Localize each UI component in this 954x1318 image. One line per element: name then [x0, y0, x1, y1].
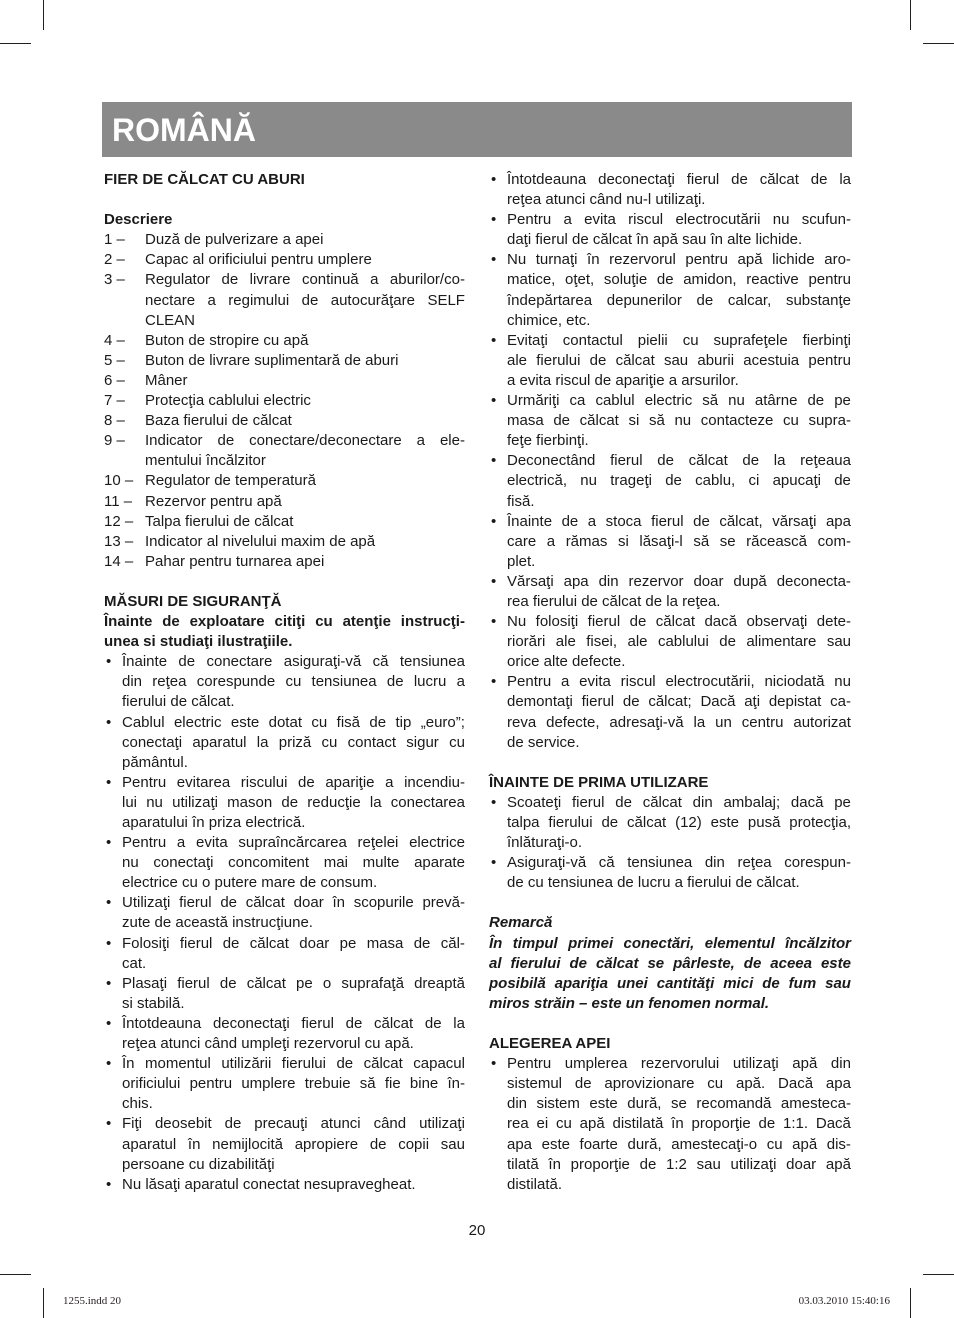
bullet-line: Întotdeauna deconectaţi fierul de călcat de la	[507, 171, 851, 188]
bullet-text	[122, 893, 465, 933]
item-number: 3 –	[104, 271, 125, 289]
bullet-text	[507, 331, 851, 391]
safety-intro-line: unea si studiaţi ilustraţiile.	[104, 633, 293, 651]
parts-list-item	[104, 371, 465, 391]
bullet-line: Utilizaţi fierul de călcat doar în scopurile prevă-	[122, 894, 465, 912]
crop-mark	[0, 43, 31, 44]
description-heading: Descriere	[104, 211, 173, 229]
bullet-text	[122, 974, 465, 1014]
bullet-dot: •	[491, 251, 497, 269]
bullet-dot: •	[491, 211, 497, 229]
bullet-line: Întotdeauna deconectaţi fierul de călcat de la	[122, 1014, 465, 1032]
item-line: Indicator al nivelului maxim de apă	[145, 532, 376, 550]
item-line: Talpa fierului de călcat	[145, 512, 294, 530]
bullet-line: Deconectând fierul de călcat de la reţeaua	[507, 452, 851, 470]
item-line: Protecţia cablului electric	[145, 392, 311, 410]
bullet-line: plet.	[507, 552, 536, 570]
bullet-line: chis.	[122, 1095, 153, 1113]
bullet-line: electrică, nu trageţi de cablu, ci apucaţi de	[507, 472, 851, 490]
bullet-line: conectaţi aparatul la priză cu contact sigur cu	[122, 733, 465, 751]
safety-bullet	[104, 1175, 465, 1195]
crop-mark	[0, 1274, 31, 1275]
bullet-line: care a rămas si lăsaţi-l să se răcească com-	[507, 532, 851, 550]
bullet-line: aparatului în priza electrică.	[122, 814, 306, 831]
item-text	[145, 471, 465, 491]
bullet-line: fisă.	[507, 492, 535, 510]
bullet-line: de service.	[507, 733, 580, 751]
bullet-line: Scoateţi fierul de călcat din ambalaj; dacă pe	[507, 793, 851, 811]
bullet-line: reţea atunci când umpleţi rezervorul cu apă.	[122, 1035, 414, 1053]
bullet-line: distilată.	[507, 1175, 563, 1193]
safety-bullet	[104, 773, 465, 833]
safety-bullet	[104, 833, 465, 893]
item-number: 10 –	[104, 472, 134, 490]
bullet-line: feţe fierbinţi.	[507, 432, 589, 450]
note-heading: Remarcă	[489, 914, 553, 932]
safety-bullet	[104, 893, 465, 933]
item-text	[145, 331, 465, 351]
footer-file: 1255.indd 20	[63, 1295, 122, 1307]
bullet-text	[122, 1175, 465, 1195]
bullet-line: Înainte de a stoca fierul de călcat, vărsaţi apa	[507, 512, 851, 530]
parts-list-item	[104, 552, 465, 572]
spacer	[489, 893, 851, 913]
bullet-text	[507, 612, 851, 672]
bullet-line: În momentul utilizării fierului de călcat capacul	[122, 1055, 465, 1073]
safety-bullet	[104, 974, 465, 1014]
right-column	[489, 170, 851, 1195]
safety-bullet	[489, 210, 851, 250]
item-text	[145, 512, 465, 532]
bullet-line: de cu tensiunea de lucru a fierului de călcat.	[507, 874, 800, 892]
item-number: 7 –	[104, 392, 125, 410]
bullet-line: orice alte defecte.	[507, 653, 626, 671]
bullet-line: tilată în proporţie de 1:2 sau utilizaţi doar apă	[507, 1155, 851, 1173]
bullet-dot: •	[106, 653, 112, 671]
item-number: 9 –	[104, 432, 125, 450]
safety-bullet	[104, 652, 465, 712]
item-number: 12 –	[104, 512, 134, 530]
item-text	[145, 552, 465, 572]
parts-list-item	[104, 391, 465, 411]
safety-bullet	[489, 612, 851, 672]
bullet-line: si stabilă.	[122, 994, 185, 1012]
safety-bullet	[489, 331, 851, 391]
parts-list-item	[104, 431, 465, 471]
item-line: Regulator de temperatură	[145, 472, 316, 490]
bullet-text	[122, 1054, 465, 1114]
safety-bullet	[104, 713, 465, 773]
language-title-bar: ROMÂNĂ	[102, 102, 852, 157]
bullet-dot: •	[106, 834, 112, 852]
bullet-line: persoane cu dizabilităţi	[122, 1155, 275, 1173]
section-heading: FIER DE CĂLCAT CU ABURI	[104, 171, 305, 188]
bullet-text	[507, 793, 851, 853]
item-line: Capac al orificiului pentru umplere	[145, 251, 372, 269]
note-line: al fierului de călcat se pârleste, de aceea este	[489, 954, 851, 972]
bullet-line: Pentru umplerea rezervorului utilizaţi apă din	[507, 1055, 851, 1073]
bullet-line: reţea atunci când nu-l utilizaţi.	[507, 191, 706, 209]
first-use-bullet	[489, 793, 851, 853]
crop-mark	[910, 1288, 911, 1318]
bullet-dot: •	[106, 974, 112, 992]
bullet-line: apa este foarte dură, amestecaţi-o cu apă dis-	[507, 1135, 851, 1153]
bullet-text	[507, 672, 851, 752]
safety-bullet	[489, 391, 851, 451]
bullet-dot: •	[491, 572, 497, 590]
bullet-text	[122, 934, 465, 974]
bullet-line: masa de călcat si să nu contacteze cu supra-	[507, 412, 851, 430]
item-text	[145, 371, 465, 391]
bullet-line: din sistem este dură, se recomandă amesteca-	[507, 1095, 851, 1113]
safety-bullet	[104, 1014, 465, 1054]
bullet-line: Vărsaţi apa din rezervor doar după deconecta-	[507, 572, 851, 590]
item-line: Pahar pentru turnarea apei	[145, 552, 325, 570]
item-text	[145, 492, 465, 512]
item-line: CLEAN	[145, 311, 196, 329]
bullet-text	[507, 170, 851, 210]
safety-bullet	[489, 672, 851, 752]
item-number: 6 –	[104, 371, 125, 389]
bullet-line: ale fierului de călcat sau aburii acestuia pentru	[507, 351, 851, 369]
bullet-line: matice, oţet, soluţie de amidon, reactive pentru	[507, 271, 851, 289]
safety-bullet	[104, 1114, 465, 1174]
left-column	[104, 170, 465, 1195]
parts-list-item	[104, 250, 465, 270]
safety-bullet	[104, 934, 465, 974]
bullet-line: Înainte de conectare asiguraţi-vă că tensiunea	[122, 653, 465, 671]
bullet-line: a evita riscul de apariţie a arsurilor.	[507, 371, 739, 389]
bullet-line: Asiguraţi-vă că tensiunea din reţea corespun-	[507, 854, 851, 872]
item-line: Rezervor pentru apă	[145, 492, 282, 510]
parts-list-item	[104, 270, 465, 330]
bullet-line: Nu lăsaţi aparatul conectat nesupravegheat.	[122, 1175, 416, 1193]
bullet-line: sistemul de aprovizionare cu apă. Dacă apa	[507, 1075, 851, 1093]
item-line: Mâner	[145, 371, 188, 389]
bullet-line: talpa fierului de călcat (12) este pusă protecţia,	[507, 814, 851, 831]
bullet-line: Pentru a evita riscul electrocutării, niciodată nu	[507, 673, 851, 691]
bullet-line: cat.	[122, 954, 147, 972]
bullet-line: reva defecte, adresaţi-vă la un centru autorizat	[507, 713, 851, 731]
first-use-bullet	[489, 853, 851, 893]
bullet-text	[507, 853, 851, 893]
bullet-text	[507, 391, 851, 451]
bullet-line: Nu turnaţi în rezervorul pentru apă lichide aro-	[507, 251, 851, 269]
parts-list-item	[104, 512, 465, 532]
item-line: nectare a regimului de autocurăţare SELF	[145, 291, 465, 309]
item-line: Buton de livrare suplimentară de aburi	[145, 351, 399, 369]
bullet-line: înlăturaţi-o.	[507, 834, 583, 852]
footer-timestamp: 03.03.2010 15:40:16	[798, 1295, 890, 1307]
crop-mark	[43, 0, 44, 30]
item-text	[145, 351, 465, 371]
bullet-line: pământul.	[122, 753, 188, 771]
bullet-dot: •	[106, 934, 112, 952]
bullet-line: Folosiţi fierul de călcat doar pe masa de căl-	[122, 934, 465, 952]
bullet-line: demontaţi fierul de călcat; Dacă aţi depistat ca-	[507, 693, 851, 711]
bullet-line: Fiţi deosebit de precauţi atunci când utilizaţi	[122, 1115, 465, 1133]
spacer	[104, 572, 465, 592]
item-line: mentului încălzitor	[145, 452, 266, 470]
item-number: 4 –	[104, 331, 125, 349]
item-line: Duză de pulverizare a apei	[145, 231, 324, 249]
bullet-line: Pentru evitarea riscului de apariţie a incendiu-	[122, 773, 465, 791]
note-line: În timpul primei conectări, elementul încălzitor	[489, 934, 851, 952]
bullet-text	[507, 1054, 851, 1195]
bullet-line: orificiului pentru umplere trebuie să fie bine în-	[122, 1075, 465, 1093]
item-text	[145, 250, 465, 270]
safety-bullet	[489, 572, 851, 612]
item-number: 11 –	[104, 492, 133, 510]
item-number: 1 –	[104, 231, 125, 249]
bullet-text	[122, 773, 465, 833]
crop-mark	[923, 1274, 954, 1275]
spacer	[104, 190, 465, 210]
bullet-line: Nu folosiţi fierul de călcat dacă observaţi dete-	[507, 613, 851, 631]
bullet-line: aparatul în nemijlocită apropiere de copii sau	[122, 1135, 465, 1153]
parts-list-item	[104, 230, 465, 250]
first-use-heading: ÎNAINTE DE PRIMA UTILIZARE	[489, 773, 709, 791]
safety-bullet	[489, 512, 851, 572]
water-bullet	[489, 1054, 851, 1195]
bullet-dot: •	[491, 171, 497, 188]
parts-list-item	[104, 411, 465, 431]
bullet-line: Urmăriţi ca cablul electric să nu atârne de pe	[507, 392, 851, 410]
parts-list-item	[104, 532, 465, 552]
bullet-text	[122, 652, 465, 712]
item-line: Buton de stropire cu apă	[145, 331, 309, 349]
bullet-text	[122, 713, 465, 773]
bullet-dot: •	[106, 1014, 112, 1032]
crop-mark	[910, 0, 911, 30]
bullet-text	[507, 210, 851, 250]
bullet-dot: •	[106, 1115, 112, 1133]
item-number: 8 –	[104, 412, 125, 430]
bullet-line: zute de această instrucţiune.	[122, 914, 313, 932]
bullet-line: nu conectaţi concomitent mai multe aparate	[122, 854, 465, 872]
bullet-dot: •	[491, 793, 497, 811]
bullet-dot: •	[491, 331, 497, 349]
parts-list-item	[104, 471, 465, 491]
item-text	[145, 391, 465, 411]
safety-intro-line: Înainte de exploatare citiţi cu atenţie instrucţi-	[104, 613, 465, 631]
spacer	[489, 753, 851, 773]
item-text	[145, 411, 465, 431]
item-text	[145, 532, 465, 552]
bullet-text	[507, 451, 851, 511]
note-line: miros străin – este un fenomen normal.	[489, 994, 770, 1012]
parts-list-item	[104, 331, 465, 351]
bullet-line: Pentru a evita supraîncărcarea reţelei electrice	[122, 834, 465, 852]
crop-mark	[43, 1288, 44, 1318]
bullet-line: chimice, etc.	[507, 311, 591, 329]
bullet-line: rea fierului de călcat de la reţea.	[507, 592, 721, 610]
bullet-line: Cablul electric este dotat cu fisă de tip „euro”;	[122, 713, 465, 731]
bullet-dot: •	[491, 452, 497, 470]
item-number: 2 –	[104, 251, 125, 269]
bullet-dot: •	[491, 512, 497, 530]
bullet-line: Plasaţi fierul de călcat pe o suprafaţă dreaptă	[122, 974, 465, 992]
bullet-dot: •	[106, 713, 112, 731]
bullet-line: Pentru a evita riscul electrocutării nu scufun-	[507, 211, 851, 229]
bullet-dot: •	[106, 1175, 112, 1193]
bullet-dot: •	[106, 894, 112, 912]
bullet-line: riorări ale fisei, ale cablului de alimentare sau	[507, 633, 851, 651]
safety-bullet	[489, 451, 851, 511]
bullet-text	[507, 250, 851, 330]
item-number: 5 –	[104, 351, 125, 369]
item-text	[145, 230, 465, 250]
item-number: 13 –	[104, 532, 134, 550]
page-number: 20	[468, 1222, 486, 1239]
item-number: 14 –	[104, 552, 134, 570]
spacer	[489, 1014, 851, 1034]
bullet-text	[122, 1014, 465, 1054]
safety-bullet	[104, 1054, 465, 1114]
bullet-dot: •	[491, 613, 497, 631]
bullet-text	[122, 833, 465, 893]
bullet-line: electrice cu o putere mare de consum.	[122, 874, 378, 892]
bullet-text	[122, 1114, 465, 1174]
parts-list-item	[104, 351, 465, 371]
bullet-dot: •	[491, 1055, 497, 1073]
bullet-dot: •	[106, 1055, 112, 1073]
parts-list-item	[104, 492, 465, 512]
safety-heading: MĂSURI DE SIGURANŢĂ	[104, 592, 282, 610]
bullet-line: lui nu utilizaţi mason de reducţie la conectarea	[122, 793, 465, 811]
bullet-dot: •	[491, 673, 497, 691]
item-line: Baza fierului de călcat	[145, 412, 292, 430]
bullet-text	[507, 572, 851, 612]
bullet-line: fierului de călcat.	[122, 693, 235, 711]
bullet-dot: •	[106, 773, 112, 791]
bullet-line: rea ei cu apă distilată în proporţie de 1:1. Dacă	[507, 1115, 851, 1133]
bullet-line: îndepărtarea depunerilor de calcar, substanţe	[507, 291, 851, 309]
safety-bullet	[489, 250, 851, 330]
bullet-line: daţi fierul de călcat în apă sau în alte lichide.	[507, 231, 803, 249]
bullet-text	[507, 512, 851, 572]
bullet-line: din reţea corespunde cu tensiunea de lucru a	[122, 673, 465, 691]
note-line: posibilă apariţia unei cantităţi mici de fum sau	[489, 974, 851, 992]
bullet-dot: •	[491, 854, 497, 872]
bullet-line: Evitaţi contactul pielii cu suprafeţele fierbinţi	[507, 331, 851, 349]
item-text	[145, 431, 465, 471]
bullet-dot: •	[491, 392, 497, 410]
item-text	[145, 270, 465, 330]
item-line: Regulator de livrare continuă a aburilor/co-	[145, 271, 465, 289]
safety-bullet	[489, 170, 851, 210]
water-heading: ALEGEREA APEI	[489, 1035, 611, 1053]
crop-mark	[923, 43, 954, 44]
item-line: Indicator de conectare/deconectare a ele-	[145, 432, 465, 450]
